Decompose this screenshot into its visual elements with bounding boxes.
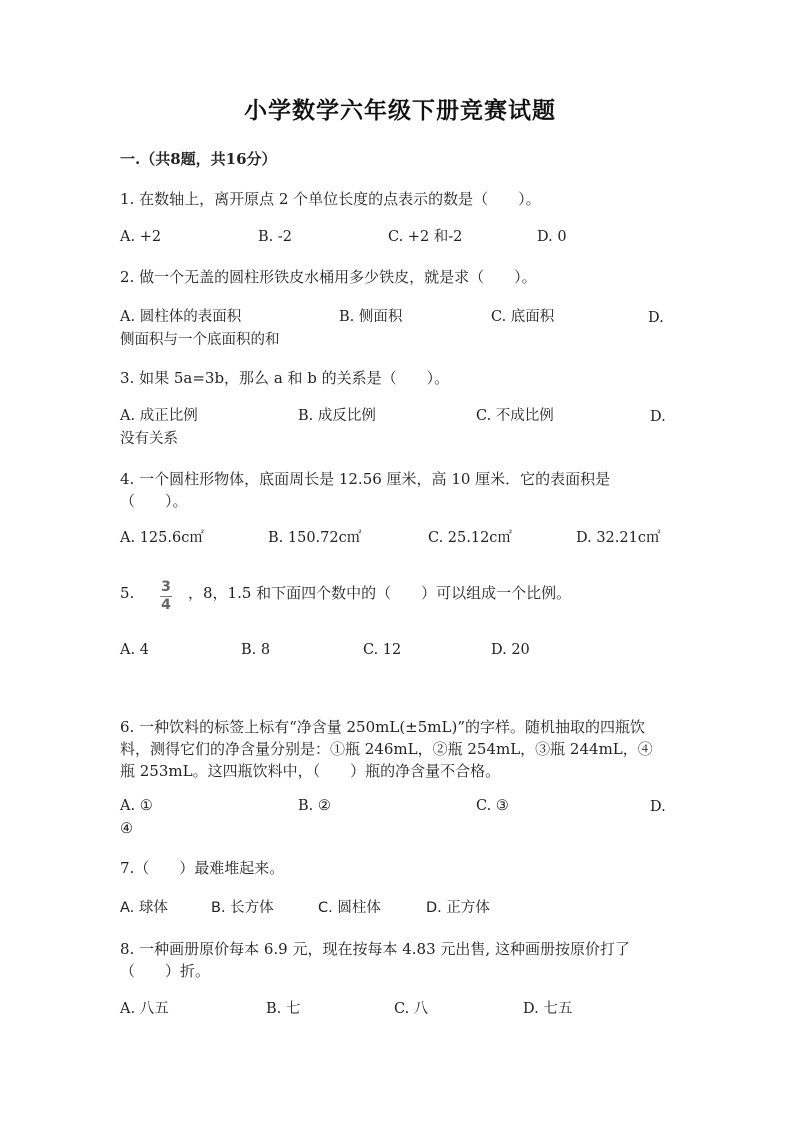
question-3-option-b: B. 成反比例 bbox=[298, 408, 376, 424]
question-1-stem: 1. 在数轴上，离开原点 2 个单位长度的点表示的数是（ ）。 bbox=[120, 190, 541, 208]
question-6-option-d: D. ④ bbox=[120, 799, 666, 837]
section-header: 一.（共8题，共16分） bbox=[120, 150, 277, 168]
question-6-stem: 6. 一种饮料的标签上标有“净含量 250mL(±5mL)”的字样。随机抽取的四瓶饮料，测得它们的净含量分别是：①瓶 246mL，②瓶 254mL，③瓶 244mL，④瓶 253mL。这四瓶饮料中，（ ）瓶的净含量不合格。 bbox=[120, 718, 653, 780]
fraction-denominator: 4 bbox=[161, 597, 171, 613]
question-3-option-a: A. 成正比例 bbox=[120, 408, 198, 424]
question-2-stem: 2. 做一个无盖的圆柱形铁皮水桶用多少铁皮，就是求（ ）。 bbox=[120, 268, 537, 286]
question-6-option-a: A. ① bbox=[120, 798, 153, 814]
question-2-option-b: B. 侧面积 bbox=[339, 309, 403, 325]
question-8-option-d: D. 七五 bbox=[523, 1001, 573, 1017]
question-8-option-b: B. 七 bbox=[266, 1001, 301, 1017]
question-4-stem: 4. 一个圆柱形物体，底面周长是 12.56 厘米，高 10 厘米．它的表面积是（ ）。 bbox=[120, 470, 611, 510]
question-5-option-b: B. 8 bbox=[241, 642, 271, 658]
question-5-stem-suffix: ，8，1.5 和下面四个数中的（ ）可以组成一个比例。 bbox=[188, 584, 572, 602]
page-title: 小学数学六年级下册竞赛试题 bbox=[244, 97, 556, 124]
question-4-option-a: A. 125.6c㎡ bbox=[120, 530, 204, 546]
question-7-stem: 7.（ ）最难堆起来。 bbox=[120, 859, 285, 877]
question-8-stem: 8. 一种画册原价每本 6.9 元，现在按每本 4.83 元出售, 这种画册按原价打了（ ）折。 bbox=[120, 940, 630, 980]
question-5-option-a: A. 4 bbox=[120, 642, 149, 658]
question-1-option-c: C. +2 和-2 bbox=[388, 229, 463, 245]
question-2-option-d: D. 侧面积与一个底面积的和 bbox=[120, 310, 664, 348]
question-5-stem-prefix: 5. bbox=[120, 584, 135, 602]
question-3-option-c: C. 不成比例 bbox=[476, 408, 554, 424]
question-7-option-a: A. 球体 bbox=[120, 900, 168, 916]
question-2-option-a: A. 圆柱体的表面积 bbox=[120, 309, 242, 325]
question-7-option-b: B. 长方体 bbox=[211, 900, 274, 916]
question-8-option-c: C. 八 bbox=[394, 1001, 429, 1017]
question-5-option-c: C. 12 bbox=[363, 642, 402, 658]
question-7-option-d: D. 正方体 bbox=[426, 900, 490, 916]
question-7-option-c: C. 圆柱体 bbox=[318, 900, 381, 916]
question-6-option-b: B. ② bbox=[298, 798, 331, 814]
question-5-fraction bbox=[160, 576, 172, 612]
question-4-option-b: B. 150.72c㎡ bbox=[268, 530, 362, 546]
question-1-option-d: D. 0 bbox=[537, 229, 567, 245]
fraction-numerator: 3 bbox=[161, 579, 171, 595]
question-3-option-d: D. 没有关系 bbox=[120, 409, 666, 447]
question-2-option-c: C. 底面积 bbox=[491, 309, 555, 325]
question-4-option-d: D. 32.21c㎡ bbox=[576, 530, 661, 546]
question-4-option-c: C. 25.12c㎡ bbox=[428, 530, 512, 546]
question-1-option-b: B. -2 bbox=[258, 229, 292, 245]
question-6-option-c: C. ③ bbox=[476, 798, 509, 814]
question-5-option-d: D. 20 bbox=[491, 642, 530, 658]
question-1-option-a: A. +2 bbox=[120, 229, 162, 245]
question-3-stem: 3. 如果 5a=3b，那么 a 和 b 的关系是（ ）。 bbox=[120, 369, 450, 387]
question-8-option-a: A. 八五 bbox=[120, 1001, 169, 1017]
